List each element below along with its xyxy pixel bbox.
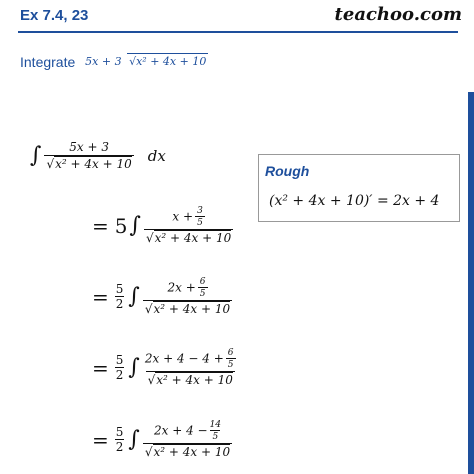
step-5-coefficient: [115, 425, 125, 454]
inner-num: 6: [199, 277, 206, 287]
question: [20, 54, 208, 70]
radicand: x² + 4x + 10: [153, 302, 231, 316]
step-4-denominator: [146, 371, 235, 387]
radicand: x² + 4x + 10: [153, 445, 231, 459]
coef-num: 5: [115, 282, 124, 296]
step-2-fraction: [144, 206, 233, 245]
question-fraction: [83, 55, 208, 68]
step-5-denominator: [143, 443, 232, 459]
step-3-coefficient: [115, 282, 125, 311]
integral-sign: ∫: [129, 212, 141, 238]
step-5-numerator: [152, 420, 223, 443]
step-5-num-text: 2x + 4 −: [153, 423, 208, 438]
teachoo-logo: teachoo.com: [334, 4, 462, 25]
step-3-inner-fraction: [198, 277, 208, 299]
step-1-numerator: 5x + 3: [69, 140, 109, 154]
step-2-coefficient: 5: [114, 213, 128, 238]
coef-num: 5: [115, 425, 124, 439]
equals-sign: =: [92, 213, 109, 238]
header-rule: [18, 31, 458, 33]
header: [0, 0, 474, 32]
question-denominator: √x² + 4x + 10: [129, 54, 207, 68]
inner-num: 3: [197, 206, 203, 216]
step-2-denominator: [144, 229, 233, 245]
step-4-num-text: 2x + 4 − 4 +: [144, 351, 224, 366]
inner-den: 5: [227, 360, 234, 370]
sqrt-symbol: √: [144, 445, 153, 459]
step-4-inner-fraction: [226, 348, 236, 370]
rough-title: Rough: [265, 163, 310, 179]
coef-den: 2: [115, 368, 124, 382]
radicand: x² + 4x + 10: [154, 231, 232, 245]
radicand: x² + 4x + 10: [156, 373, 233, 387]
step-5-inner-fraction: [210, 420, 221, 442]
step-5: [92, 420, 232, 459]
coef-den: 2: [115, 440, 124, 454]
coef-den: 2: [115, 297, 124, 311]
rough-expression: (x² + 4x + 10)′ = 2x + 4: [269, 193, 440, 209]
step-1-denominator: [44, 155, 133, 171]
sqrt-symbol: √: [147, 373, 156, 387]
rough-work-box: [258, 154, 460, 222]
inner-num: 14: [209, 420, 222, 430]
equals-sign: =: [92, 355, 109, 380]
step-3-numerator: [166, 277, 210, 300]
step-3-denominator: [143, 300, 232, 316]
equals-sign: =: [92, 427, 109, 452]
radicand: x² + 4x + 10: [55, 157, 132, 171]
question-label: Integrate: [20, 54, 76, 70]
question-numerator: 5x + 3: [85, 54, 122, 68]
integral-sign: ∫: [128, 426, 140, 452]
step-3: [92, 277, 232, 316]
step-4-numerator: [143, 348, 238, 371]
step-4-fraction: [143, 348, 238, 387]
exercise-number: Ex 7.4, 23: [20, 7, 89, 24]
inner-den: 5: [199, 289, 206, 299]
step-3-num-text: 2x +: [167, 280, 196, 295]
step-5-fraction: [143, 420, 232, 459]
step-1-fraction: [44, 140, 133, 171]
coef-num: 5: [115, 353, 124, 367]
step-2-numerator: [170, 206, 206, 229]
step-3-fraction: [143, 277, 232, 316]
dx: dx: [147, 146, 166, 165]
step-4-coefficient: [115, 353, 125, 382]
side-bar: [468, 92, 474, 474]
integral-sign: ∫: [128, 283, 140, 309]
sqrt-symbol: √: [145, 231, 154, 245]
step-2-inner-fraction: [195, 206, 205, 228]
integral-sign: ∫: [30, 142, 42, 168]
equals-sign: =: [92, 284, 109, 309]
inner-den: 5: [197, 218, 203, 228]
inner-den: 5: [212, 432, 219, 442]
step-4: [92, 348, 238, 387]
integral-sign: ∫: [128, 354, 140, 380]
step-2: [92, 206, 233, 245]
step-1: [28, 140, 166, 171]
sqrt-symbol: √: [46, 157, 55, 171]
step-2-num-text: x +: [172, 209, 194, 224]
sqrt-symbol: √: [144, 302, 153, 316]
inner-num: 6: [227, 348, 234, 358]
